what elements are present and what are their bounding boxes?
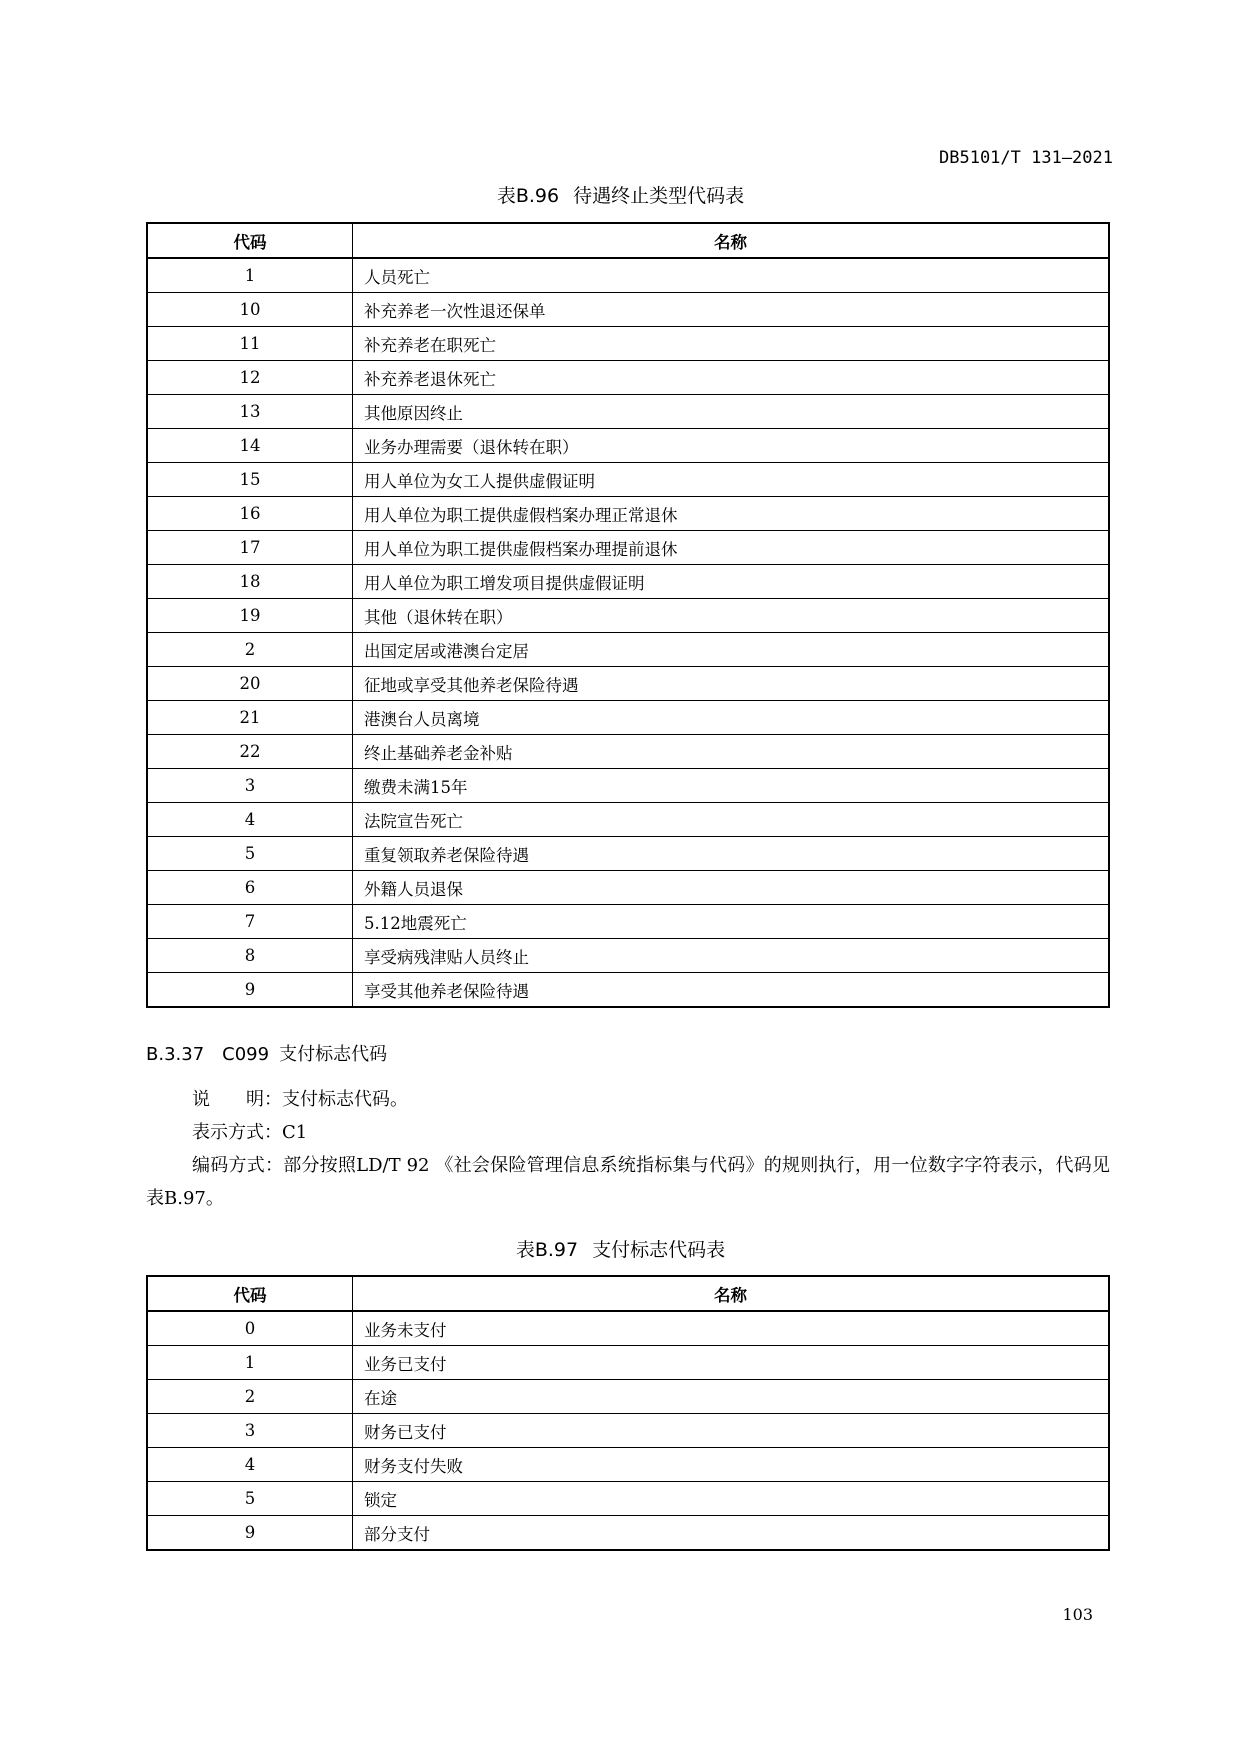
name-cell: 补充养老在职死亡 [353,327,1110,361]
code-cell: 16 [147,497,353,531]
table-b96-title [0,181,1241,208]
name-cell: 用人单位为女工人提供虚假证明 [353,463,1110,497]
name-cell: 其他原因终止 [353,395,1110,429]
code-cell: 2 [147,1380,353,1414]
table-row [147,258,1109,293]
table-row [147,837,1109,871]
name-cell: 用人单位为职工增发项目提供虚假证明 [353,565,1110,599]
column-header-name: 名称 [353,223,1110,258]
representation-label: 表示方式： [192,1122,282,1143]
name-cell: 出国定居或港澳台定居 [353,633,1110,667]
section-title: 支付标志代码 [279,1044,388,1065]
name-cell: 港澳台人员离境 [353,701,1110,735]
column-header-code: 代码 [147,223,353,258]
name-cell: 补充养老一次性退还保单 [353,293,1110,327]
encoding-label: 编码方式： [192,1155,284,1176]
code-cell: 1 [147,258,353,293]
name-cell: 业务已支付 [353,1346,1110,1380]
table-b97-number: 表B.97 [515,1239,579,1261]
table-row [147,565,1109,599]
table-row [147,1482,1109,1516]
name-cell: 享受病残津贴人员终止 [353,939,1110,973]
code-cell: 1 [147,1346,353,1380]
representation-value: C1 [282,1122,308,1143]
table-b96-number: 表B.96 [496,185,560,207]
representation-line [146,1116,1156,1149]
encoding-value: 部分按照LD/T 92 《社会保险管理信息系统指标集与代码》的规则执行，用一位数字字符表示，代码见表B.97。 [146,1155,1110,1209]
name-cell: 法院宣告死亡 [353,803,1110,837]
table-row [147,1380,1109,1414]
code-cell: 15 [147,463,353,497]
table-row [147,973,1109,1008]
name-cell: 部分支付 [353,1516,1110,1551]
table-b96-body [147,258,1109,1007]
code-cell: 4 [147,803,353,837]
name-cell: 补充养老退休死亡 [353,361,1110,395]
name-cell: 缴费未满15年 [353,769,1110,803]
name-cell: 终止基础养老金补贴 [353,735,1110,769]
name-cell: 财务支付失败 [353,1448,1110,1482]
table-row [147,701,1109,735]
document-id: DB5101/T 131—2021 [939,148,1113,168]
code-cell: 21 [147,701,353,735]
table-row [147,1346,1109,1380]
column-header-name: 名称 [353,1276,1110,1311]
table-row [147,1516,1109,1551]
table-row [147,667,1109,701]
table-row [147,939,1109,973]
code-cell: 18 [147,565,353,599]
table-row [147,735,1109,769]
table-row [147,429,1109,463]
description-value: 支付标志代码。 [282,1089,408,1110]
table-row [147,293,1109,327]
table-header-row [147,223,1109,258]
table-row [147,1448,1109,1482]
section-heading [146,1040,387,1066]
name-cell: 业务未支付 [353,1311,1110,1346]
table-b96 [146,222,1110,1008]
table-row [147,463,1109,497]
table-row [147,905,1109,939]
code-cell: 9 [147,1516,353,1551]
table-b97-body [147,1311,1109,1550]
name-cell: 享受其他养老保险待遇 [353,973,1110,1008]
code-cell: 6 [147,871,353,905]
name-cell: 其他（退休转在职） [353,599,1110,633]
table-b97 [146,1275,1110,1551]
column-header-code: 代码 [147,1276,353,1311]
name-cell: 财务已支付 [353,1414,1110,1448]
code-cell: 10 [147,293,353,327]
table-row [147,633,1109,667]
code-cell: 0 [147,1311,353,1346]
code-cell: 14 [147,429,353,463]
name-cell: 人员死亡 [353,258,1110,293]
table-row [147,1414,1109,1448]
description-label: 说 明： [192,1089,282,1110]
name-cell: 征地或享受其他养老保险待遇 [353,667,1110,701]
table-row [147,1311,1109,1346]
code-cell: 12 [147,361,353,395]
name-cell: 用人单位为职工提供虚假档案办理提前退休 [353,531,1110,565]
encoding-paragraph [146,1149,1110,1215]
code-cell: 2 [147,633,353,667]
page-number: 103 [1062,1605,1093,1624]
table-row [147,361,1109,395]
name-cell: 锁定 [353,1482,1110,1516]
description-line [146,1083,1156,1116]
code-cell: 17 [147,531,353,565]
table-row [147,497,1109,531]
table-row [147,599,1109,633]
table-row [147,327,1109,361]
name-cell: 5.12地震死亡 [353,905,1110,939]
section-number: B.3.37 [146,1044,205,1065]
code-cell: 11 [147,327,353,361]
code-cell: 4 [147,1448,353,1482]
code-cell: 20 [147,667,353,701]
table-row [147,871,1109,905]
code-cell: 3 [147,1414,353,1448]
table-row [147,531,1109,565]
table-b97-title [0,1235,1241,1262]
table-row [147,769,1109,803]
name-cell: 用人单位为职工提供虚假档案办理正常退休 [353,497,1110,531]
code-cell: 19 [147,599,353,633]
code-cell: 8 [147,939,353,973]
table-header-row [147,1276,1109,1311]
code-cell: 3 [147,769,353,803]
section-code: C099 [222,1044,270,1065]
table-b96-caption: 待遇终止类型代码表 [573,185,745,207]
code-cell: 22 [147,735,353,769]
code-cell: 5 [147,1482,353,1516]
code-cell: 7 [147,905,353,939]
name-cell: 在途 [353,1380,1110,1414]
code-cell: 9 [147,973,353,1008]
name-cell: 重复领取养老保险待遇 [353,837,1110,871]
table-row [147,395,1109,429]
table-b97-caption: 支付标志代码表 [592,1239,726,1261]
code-cell: 13 [147,395,353,429]
table-row [147,803,1109,837]
name-cell: 业务办理需要（退休转在职） [353,429,1110,463]
code-cell: 5 [147,837,353,871]
name-cell: 外籍人员退保 [353,871,1110,905]
